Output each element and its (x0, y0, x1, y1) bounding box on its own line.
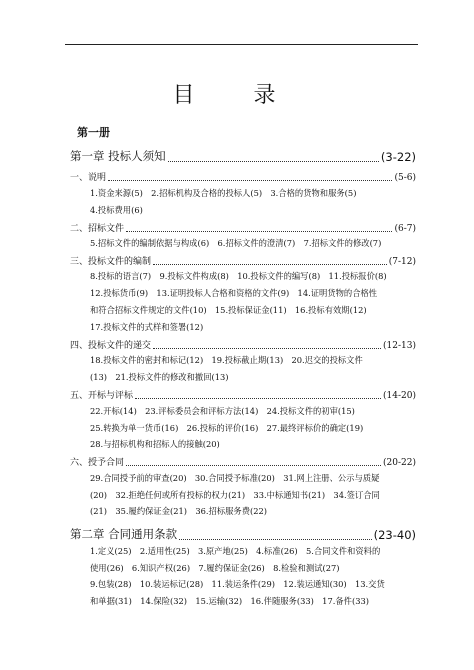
page-range: (20-22) (383, 458, 416, 468)
toc-section-5[interactable] (70, 388, 416, 401)
page-range: (7-12) (388, 257, 416, 267)
toc-entry-line: 25.转换为单一货币(16) 26.投标的评价(16) 27.最终评标价的确定(19) (90, 423, 364, 433)
chapter-label: 第二章 合同通用条款 (70, 527, 178, 541)
toc-section-1[interactable] (70, 170, 416, 183)
page-range: (23-40) (373, 528, 416, 542)
leader-dots (126, 464, 381, 466)
toc-entry-line: 8.投标的语言(7) 9.投标文件构成(8) 10.投标文件的编写(8) 11.投标报价(8) (90, 271, 387, 281)
toc-entry-line: 和单据(31) 14.保险(32) 15.运输(32) 16.伴随服务(33) 17.备件(33) (90, 596, 369, 606)
page-range: (6-7) (394, 224, 416, 234)
leader-dots (153, 263, 387, 265)
section-label: 五、开标与评标 (70, 391, 134, 401)
toc-section-2[interactable] (70, 221, 416, 234)
toc-section-6[interactable] (70, 455, 416, 468)
toc-entry-line: (21) 35.履约保证金(21) 36.招标服务费(22) (90, 506, 268, 516)
toc-entry-line: (13) 21.投标文件的修改和撤回(13) (90, 372, 229, 382)
top-rule (65, 44, 418, 45)
toc-entry-line: 28.与招标机构和招标人的接触(20) (90, 439, 220, 449)
toc-entry-line: 1.定义(25) 2.适用性(25) 3.原产地(25) 4.标准(26) 5.合同文件和资料的 (90, 546, 381, 556)
page-title: 目 录 (172, 83, 302, 108)
toc-entry-line: 使用(26) 6.知识产权(26) 7.履约保证金(26) 8.检验和测试(27) (90, 563, 340, 573)
toc-entry-line: 17.投标文件的式样和签署(12) (90, 322, 204, 332)
toc-entry-line: 22.开标(14) 23.评标委员会和评标方法(14) 24.投标文件的初审(15) (90, 406, 355, 416)
toc-section-4[interactable] (70, 338, 416, 351)
toc-section-3[interactable] (70, 254, 416, 267)
leader-dots (126, 230, 392, 232)
leader-dots (153, 347, 381, 349)
page-range: (12-13) (383, 341, 416, 351)
section-label: 四、投标文件的递交 (70, 341, 152, 351)
page-range: (5-6) (394, 173, 416, 183)
section-label: 六、授予合同 (70, 458, 125, 468)
page-range: (3-22) (380, 150, 416, 164)
page-range: (14-20) (383, 391, 416, 401)
toc-entry-line: 4.投标费用(6) (90, 205, 143, 215)
chapter-label: 第一章 投标人须知 (70, 149, 166, 163)
toc-chapter-1[interactable] (70, 148, 416, 164)
section-label: 三、投标文件的编制 (70, 257, 152, 267)
section-label: 二、招标文件 (70, 224, 125, 234)
toc-entry-line: 9.包装(28) 10.装运标记(28) 11.装运条件(29) 12.装运通知(30) 13.交货 (90, 579, 385, 589)
volume-heading: 第一册 (77, 126, 110, 139)
toc-entry-line: 5.招标文件的编制依据与构成(6) 6.招标文件的澄清(7) 7.招标文件的修改(7) (90, 238, 382, 248)
toc-entry-line: 29.合同授予前的审查(20) 30.合同授予标准(20) 31.网上注册、公示与质疑 (90, 473, 380, 483)
toc-entry-line: 12.投标货币(9) 13.证明投标人合格和资格的文件(9) 14.证明货物的合格性 (90, 288, 378, 298)
toc-chapter-2[interactable] (70, 526, 416, 542)
leader-dots (135, 397, 381, 399)
section-label: 一、说明 (70, 173, 107, 183)
toc-entry-line: 和符合招标文件规定的文件(10) 15.投标保证金(11) 16.投标有效期(12) (90, 305, 367, 315)
leader-dots (168, 160, 379, 162)
toc-entry-line: 18.投标文件的密封和标记(12) 19.投标截止期(13) 20.迟交的投标文件 (90, 355, 363, 365)
toc-entry-line: 1.资金来源(5) 2.招标机构及合格的投标人(5) 3.合格的货物和服务(5) (90, 188, 357, 198)
leader-dots (179, 538, 371, 540)
leader-dots (108, 179, 392, 181)
toc-entry-line: (20) 32.拒绝任何或所有投标的权力(21) 33.中标通知书(21) 34.签订合同 (90, 490, 380, 500)
